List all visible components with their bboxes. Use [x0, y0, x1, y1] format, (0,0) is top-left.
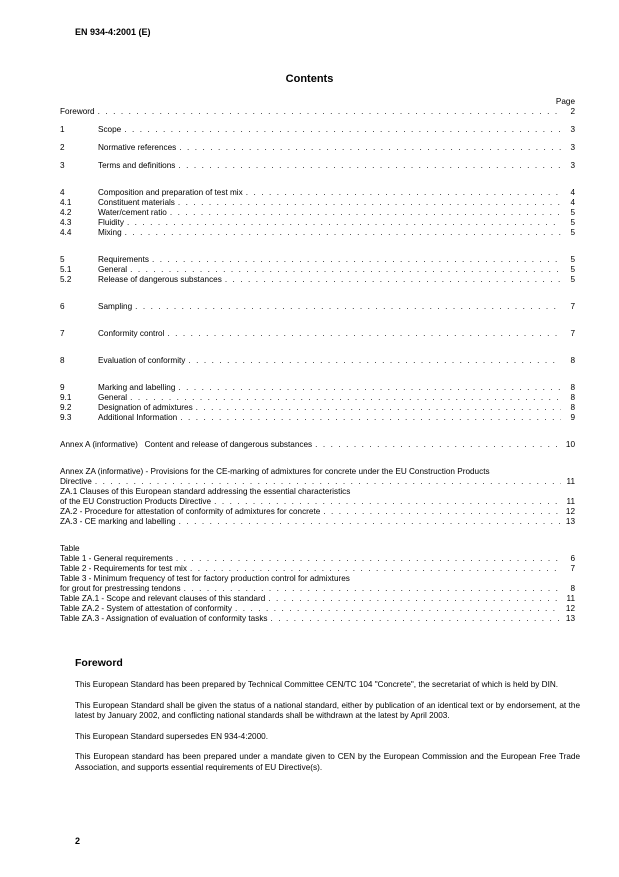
toc-entry-annex-za-line1[interactable]	[60, 467, 575, 477]
toc-title: General	[98, 265, 128, 274]
leader-dots	[225, 275, 561, 285]
leader-dots	[214, 497, 561, 507]
foreword-body	[75, 680, 580, 783]
toc-title: Table	[60, 544, 80, 553]
leader-dots	[323, 507, 561, 517]
toc-entry-water-cement-ratio[interactable]	[60, 208, 575, 218]
toc-entry-za3[interactable]	[60, 517, 575, 527]
toc-title: Marking and labelling	[98, 383, 176, 392]
toc-page: 7	[570, 564, 575, 573]
page-number: 2	[75, 836, 81, 846]
page-column-label: Page	[555, 97, 575, 106]
toc-page: 5	[570, 275, 575, 284]
toc-title: ZA.1 Clauses of this European standard addressing the essential characteristics	[60, 487, 351, 496]
toc-number: 4	[60, 188, 65, 197]
toc-number: 3	[60, 161, 65, 170]
leader-dots	[179, 517, 561, 527]
foreword-heading: Foreword	[75, 657, 123, 669]
toc-entry-requirements[interactable]	[60, 255, 575, 265]
leader-dots	[188, 356, 561, 366]
toc-number: 9.2	[60, 403, 72, 412]
document-header: EN 934-4:2001 (E)	[75, 27, 151, 37]
toc-entry-fluidity[interactable]	[60, 218, 575, 228]
toc-number: 7	[60, 329, 65, 338]
toc-entry-additional-information[interactable]	[60, 413, 575, 423]
toc-title: Table 2 - Requirements for test mix	[60, 564, 187, 573]
toc-entry-dangerous-substances[interactable]	[60, 275, 575, 285]
leader-dots	[170, 208, 561, 218]
toc-page: 3	[570, 161, 575, 170]
toc-page: 4	[570, 198, 575, 207]
toc-entry-table-za1[interactable]	[60, 594, 575, 604]
toc-entry-sampling[interactable]	[60, 302, 575, 312]
foreword-paragraph: This European Standard has been prepared by Technical Committee CEN/TC 104 "Concrete", the secretariat of which is held by DIN.	[75, 680, 559, 689]
toc-entry-table-3-line1[interactable]	[60, 574, 575, 584]
leader-dots	[130, 393, 561, 403]
leader-dots	[271, 614, 561, 624]
toc-page: 5	[570, 255, 575, 264]
foreword-paragraph: This European Standard supersedes EN 934-4:2000.	[75, 731, 268, 741]
leader-dots	[184, 584, 561, 594]
toc-number: 5	[60, 255, 65, 264]
toc-entry-za1-line2[interactable]	[60, 497, 575, 507]
leader-dots	[135, 302, 561, 312]
toc-title: General	[98, 393, 128, 402]
toc-page: 12	[565, 604, 575, 613]
toc-page: 13	[565, 614, 575, 623]
leader-dots	[268, 594, 561, 604]
toc-number: 2	[60, 143, 65, 152]
leader-dots	[178, 198, 561, 208]
leader-dots	[178, 383, 561, 393]
toc-title: Mixing	[98, 228, 122, 237]
toc-title: Table ZA.2 - System of attestation of conformity	[60, 604, 233, 613]
toc-number: 1	[60, 125, 65, 134]
toc-entry-marking-general[interactable]	[60, 393, 575, 403]
table-of-contents	[60, 96, 575, 624]
toc-entry-annex-a[interactable]	[60, 440, 575, 450]
toc-page: 5	[570, 265, 575, 274]
toc-page: 8	[570, 393, 575, 402]
toc-title: ZA.3 - CE marking and labelling	[60, 517, 176, 526]
toc-title: Additional Information	[98, 413, 178, 422]
leader-dots	[246, 188, 561, 198]
leader-dots	[125, 228, 561, 238]
toc-table-heading	[60, 544, 575, 554]
toc-entry-table-za2[interactable]	[60, 604, 575, 614]
toc-entry-composition[interactable]	[60, 188, 575, 198]
toc-page: 8	[570, 584, 575, 593]
toc-entry-table-za3[interactable]	[60, 614, 575, 624]
toc-number: 9	[60, 383, 65, 392]
toc-title: Foreword	[60, 107, 95, 116]
leader-dots	[176, 554, 561, 564]
toc-page: 7	[570, 302, 575, 311]
toc-page: 4	[570, 188, 575, 197]
toc-page: 10	[565, 440, 575, 449]
toc-entry-constituent-materials[interactable]	[60, 198, 575, 208]
toc-page: 5	[570, 228, 575, 237]
toc-entry-table-3-line2[interactable]	[60, 584, 575, 594]
leader-dots	[152, 255, 561, 265]
toc-number: 6	[60, 302, 65, 311]
toc-number: 8	[60, 356, 65, 365]
toc-number: 5.2	[60, 275, 72, 284]
toc-title: Table ZA.3 - Assignation of evaluation of conformity tasks	[60, 614, 268, 623]
toc-page: 5	[570, 218, 575, 227]
toc-number: 4.1	[60, 198, 72, 207]
toc-title: Scope	[98, 125, 122, 134]
toc-entry-designation[interactable]	[60, 403, 575, 413]
foreword-paragraph: This European Standard shall be given the status of a national standard, either by publication of an identical text or by endorsement, at the latest by January 2002, and conflicting national standards shall be withdrawn at the latest by April 2003.	[75, 700, 580, 720]
toc-page: 3	[570, 143, 575, 152]
toc-title: of the EU Construction Products Directive	[60, 497, 212, 506]
contents-title: Contents	[285, 73, 334, 85]
toc-entry-normative-references[interactable]	[60, 143, 575, 153]
toc-page: 11	[566, 477, 575, 486]
toc-entry-evaluation[interactable]	[60, 356, 575, 366]
toc-number: 9.3	[60, 413, 72, 422]
toc-number: 4.2	[60, 208, 72, 217]
toc-title: Constituent materials	[98, 198, 175, 207]
toc-title: Table 1 - General requirements	[60, 554, 173, 563]
leader-dots	[178, 161, 561, 171]
toc-title: Evaluation of conformity	[98, 356, 186, 365]
toc-page: 9	[570, 413, 575, 422]
toc-entry-table-1[interactable]	[60, 554, 575, 564]
leader-dots	[130, 265, 561, 275]
toc-number: 5.1	[60, 265, 72, 274]
toc-entry-terms[interactable]	[60, 161, 575, 171]
toc-entry-marking[interactable]	[60, 383, 575, 393]
toc-title: Release of dangerous substances	[98, 275, 222, 284]
toc-page: 7	[570, 329, 575, 338]
toc-page: 8	[570, 356, 575, 365]
toc-page: 8	[570, 403, 575, 412]
leader-dots	[167, 329, 561, 339]
toc-page: 12	[565, 507, 575, 516]
leader-dots	[98, 107, 561, 117]
toc-entry-conformity-control[interactable]	[60, 329, 575, 339]
leader-dots	[124, 125, 561, 135]
leader-dots	[196, 403, 561, 413]
toc-entry-mixing[interactable]	[60, 228, 575, 238]
leader-dots	[315, 440, 561, 450]
toc-entry-annex-za-line2[interactable]	[60, 477, 575, 487]
toc-page: 8	[570, 383, 575, 392]
toc-page: 11	[566, 594, 575, 603]
toc-entry-foreword[interactable]	[60, 107, 575, 117]
leader-dots	[127, 218, 561, 228]
toc-title: Normative references	[98, 143, 177, 152]
toc-entry-za2[interactable]	[60, 507, 575, 517]
toc-title: Fluidity	[98, 218, 124, 227]
toc-page: 6	[570, 554, 575, 563]
leader-dots	[179, 143, 561, 153]
toc-title: Requirements	[98, 255, 149, 264]
toc-page: 11	[566, 497, 575, 506]
toc-title: Annex A (informative) Content and release of dangerous substances	[60, 440, 313, 449]
toc-entry-za1-line1[interactable]	[60, 487, 575, 497]
toc-title: Sampling	[98, 302, 133, 311]
foreword-paragraph: This European standard has been prepared under a mandate given to CEN by the European Commission and the European Free Trade Association, and supports essential requirements of EU Directive(s).	[75, 752, 580, 772]
toc-number: 4.3	[60, 218, 72, 227]
toc-number: 4.4	[60, 228, 72, 237]
toc-title: Composition and preparation of test mix	[98, 188, 243, 197]
toc-title: Designation of admixtures	[98, 403, 193, 412]
leader-dots	[180, 413, 561, 423]
leader-dots	[95, 477, 561, 487]
toc-entry-scope[interactable]	[60, 125, 575, 135]
toc-page: 5	[570, 208, 575, 217]
toc-title: Directive	[60, 477, 92, 486]
toc-page: 13	[565, 517, 575, 526]
toc-title: Conformity control	[98, 329, 165, 338]
toc-title: Water/cement ratio	[98, 208, 167, 217]
toc-title: ZA.2 - Procedure for attestation of conformity of admixtures for concrete	[60, 507, 321, 516]
toc-entry-general[interactable]	[60, 265, 575, 275]
toc-page: 3	[570, 125, 575, 134]
toc-title: Table 3 - Minimum frequency of test for factory production control for admixtures	[60, 574, 350, 583]
leader-dots	[190, 564, 561, 574]
toc-title: Annex ZA (informative) - Provisions for the CE-marking of admixtures for concrete under the EU Construction Products	[60, 467, 490, 476]
toc-entry-table-2[interactable]	[60, 564, 575, 574]
toc-title: Table ZA.1 - Scope and relevant clauses of this standard	[60, 594, 266, 603]
toc-number: 9.1	[60, 393, 72, 402]
toc-title: Terms and definitions	[98, 161, 176, 170]
toc-page: 2	[570, 107, 575, 116]
toc-title: for grout for prestressing tendons	[60, 584, 181, 593]
leader-dots	[235, 604, 561, 614]
